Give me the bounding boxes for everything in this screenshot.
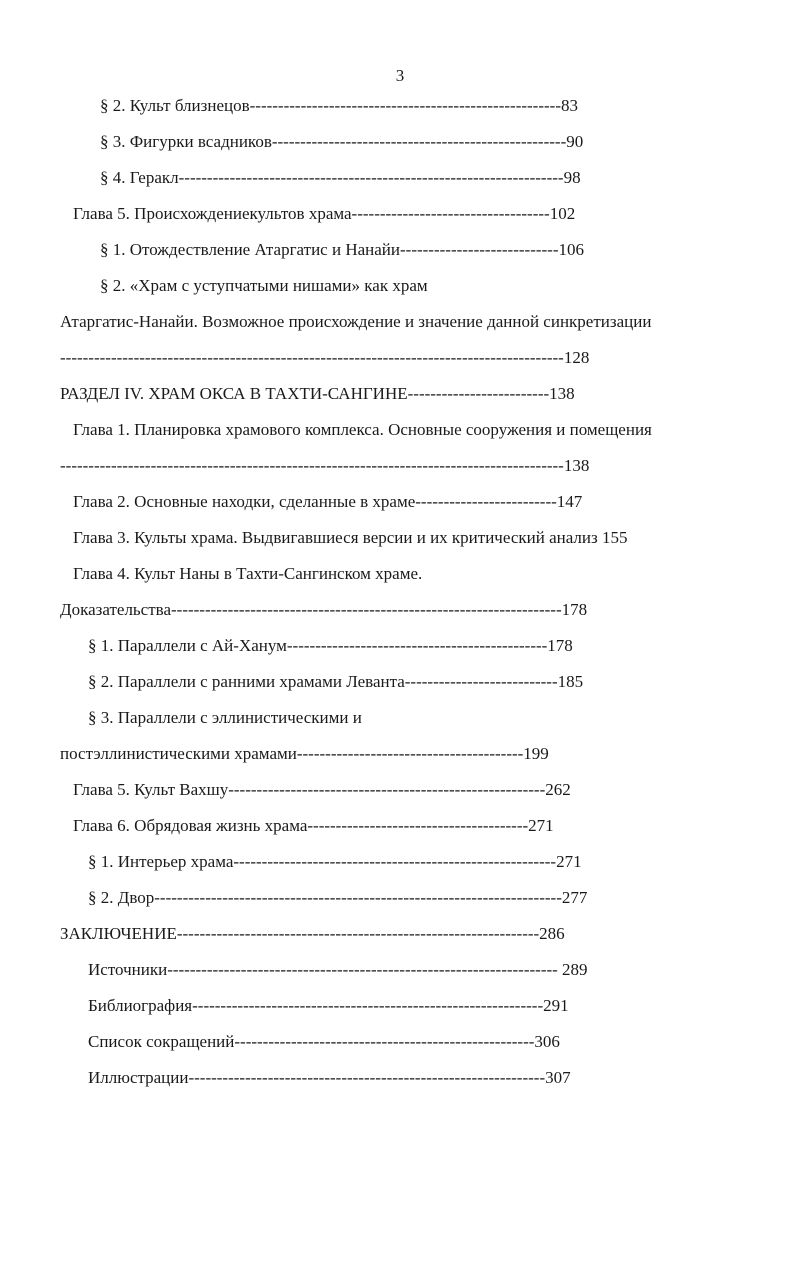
page-number: 3 bbox=[395, 66, 405, 85]
toc-entry: Глава 4. Культ Наны в Тахти-Сангинском храме. bbox=[73, 564, 423, 583]
toc-entry: § 1. Отождествление Атаргатис и Нанайи----------------------------106 bbox=[100, 240, 585, 259]
toc-entry: § 1. Параллели с Ай-Ханум----------------------------------------------178 bbox=[88, 636, 573, 655]
toc-entry: § 2. «Храм с уступчатыми нишами» как храм bbox=[100, 276, 428, 295]
toc-entry: § 3. Параллели с эллинистическими и bbox=[88, 708, 362, 727]
toc-entry: Глава 5. Культ Вахшу--------------------------------------------------------262 bbox=[73, 780, 571, 799]
toc-entry: Глава 5. Происхождениекультов храма-----------------------------------102 bbox=[73, 204, 576, 223]
toc-entry: постэллинистическими храмами----------------------------------------199 bbox=[60, 744, 549, 763]
toc-entry: § 4. Геракл--------------------------------------------------------------------98 bbox=[100, 168, 581, 187]
toc-entry: Атаргатис-Нанайи. Возможное происхождение и значение данной синкретизации bbox=[60, 312, 652, 331]
toc-entry: Глава 3. Культы храма. Выдвигавшиеся версии и их критический анализ 155 bbox=[73, 528, 628, 547]
toc-entry: Иллюстрации---------------------------------------------------------------307 bbox=[88, 1068, 571, 1087]
toc-entry: § 2. Параллели с ранними храмами Леванта---------------------------185 bbox=[88, 672, 584, 691]
toc-entry: -----------------------------------------------------------------------------------------138 bbox=[60, 456, 590, 475]
toc-entry: Глава 1. Планировка храмового комплекса. Основные сооружения и помещения bbox=[73, 420, 652, 439]
toc-entry: -----------------------------------------------------------------------------------------128 bbox=[60, 348, 590, 367]
toc-entry: Библиография--------------------------------------------------------------291 bbox=[88, 996, 569, 1015]
toc-entry: ЗАКЛЮЧЕНИЕ----------------------------------------------------------------286 bbox=[60, 924, 565, 943]
toc-entry: § 2. Культ близнецов-------------------------------------------------------83 bbox=[100, 96, 578, 115]
toc-entry: § 2. Двор------------------------------------------------------------------------277 bbox=[88, 888, 588, 907]
toc-entry: Глава 6. Обрядовая жизнь храма---------------------------------------271 bbox=[73, 816, 554, 835]
toc-entry: Глава 2. Основные находки, сделанные в храме-------------------------147 bbox=[73, 492, 583, 511]
toc-entry: Источники--------------------------------------------------------------------- 289 bbox=[88, 960, 588, 979]
toc-entry: РАЗДЕЛ IV. ХРАМ ОКСА В ТАХТИ-САНГИНЕ-------------------------138 bbox=[60, 384, 575, 403]
toc-entry: Список сокращений-----------------------------------------------------306 bbox=[88, 1032, 560, 1051]
toc-entry: Доказательства---------------------------------------------------------------------178 bbox=[60, 600, 588, 619]
toc-entry: § 1. Интерьер храма---------------------------------------------------------271 bbox=[88, 852, 582, 871]
toc-entry: § 3. Фигурки всадников----------------------------------------------------90 bbox=[100, 132, 584, 151]
